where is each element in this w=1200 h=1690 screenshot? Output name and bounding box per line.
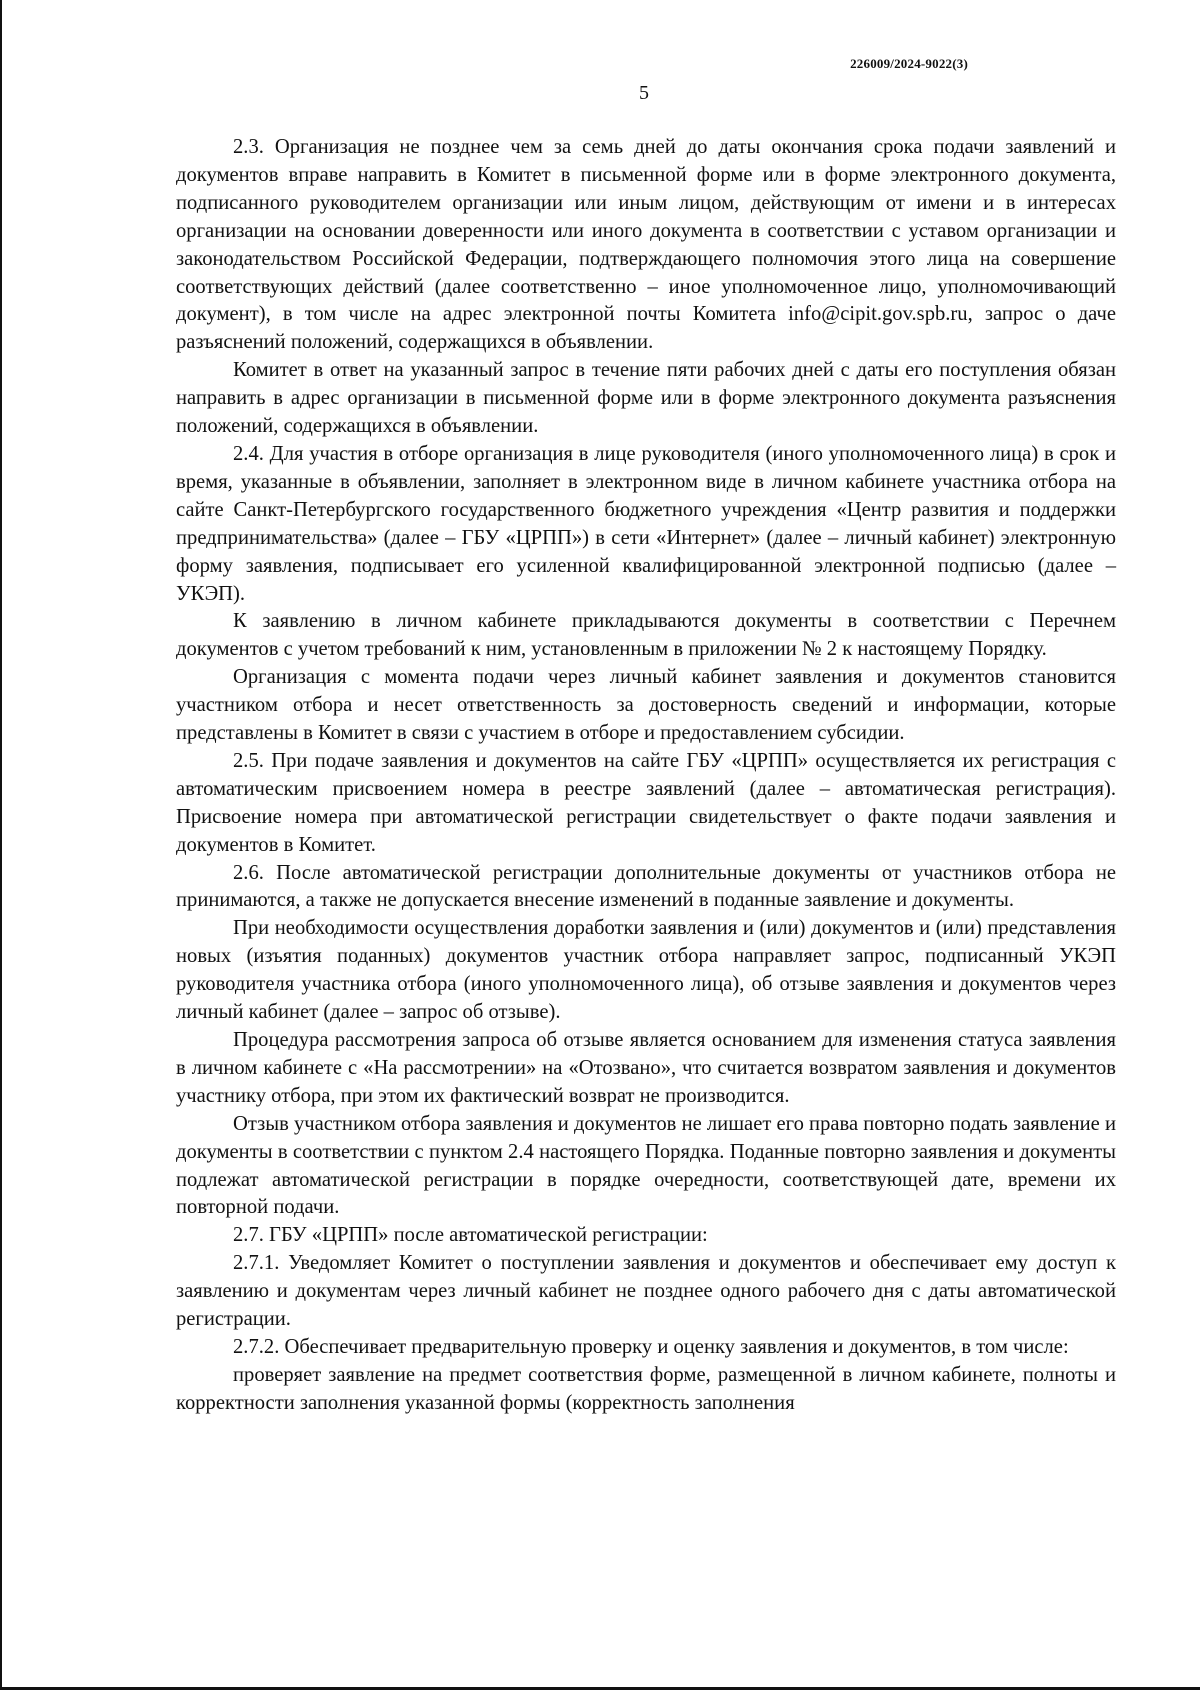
paragraph-form-check: проверяет заявление на предмет соответствия форме, размещенной в личном кабинете, полноты и корректности заполнения указанной формы (корректность заполнения <box>176 1363 1116 1414</box>
paragraph-withdrawal-procedure: Процедура рассмотрения запроса об отзыве является основанием для изменения статуса заявления в личном кабинете с «На рассмотрении» на «Отозвано», что считается возвратом заявления и документов участнику отбора, при этом их фактический возврат не производится. <box>176 1029 1116 1107</box>
paragraph-revision-request: При необходимости осуществления доработки заявления и (или) документов и (или) представления новых (изъятия поданных) документов участник отбора направляет запрос, подписанный УКЭП руководителя участника отбора (иного уполномоченного лица), об отзыве заявления и документов через личный кабинет (далее – запрос об отзыве). <box>176 917 1116 1024</box>
paragraph-2-7: 2.7. ГБУ «ЦРПП» после автоматической регистрации: <box>233 1224 708 1247</box>
paragraph-2-3: 2.3. Организация не позднее чем за семь дней до даты окончания срока подачи заявлений и документов вправе направить в Комитет в письменной форме или в форме электронного документа, подписанного руководителем организации или иным лицом, действующим от имени и в интересах организации на основании доверенности или иного документа в соответствии с уставом организации и законодательством Российской Федерации, подтверждающего полномочия этого лица на совершение соответствующих действий (далее соответственно – иное уполномоченное лицо, уполномочивающий документ), в том числе на адрес электронной почты Комитета info@cipit.gov.spb.ru, запрос о даче разъяснений положений, содержащихся в объявлении. <box>176 136 1116 354</box>
paragraph-2-7-2: 2.7.2. Обеспечивает предварительную проверку и оценку заявления и документов, в том числе: <box>233 1335 1069 1358</box>
document-number: 226009/2024-9022(3) <box>850 56 968 71</box>
paragraph-attachments: К заявлению в личном кабинете прикладываются документы в соответствии с Перечнем документов с учетом требований к ним, установленным в приложении № 2 к настоящему Порядку. <box>176 610 1116 661</box>
paragraph-committee-response: Комитет в ответ на указанный запрос в течение пяти рабочих дней с даты его поступления обязан направить в адрес организации в письменной форме или в форме электронного документа разъяснения положений, содержащихся в объявлении. <box>176 359 1116 438</box>
page-number: 5 <box>639 82 649 104</box>
document-body <box>176 134 1116 1418</box>
paragraph-2-7-1: 2.7.1. Уведомляет Комитет о поступлении заявления и документов и обеспечивает ему доступ к заявлению и документам через личный кабинет не позднее одного рабочего дня с даты автоматической регистрации. <box>176 1252 1116 1331</box>
paragraph-2-6: 2.6. После автоматической регистрации дополнительные документы от участников отбора не принимаются, а также не допускается внесение изменений в поданные заявление и документы. <box>176 861 1116 912</box>
paragraph-2-4: 2.4. Для участия в отборе организация в лице руководителя (иного уполномоченного лица) в срок и время, указанные в объявлении, заполняет в электронном виде в личном кабинете участника отбора на сайте Санкт-Петербургского государственного бюджетного учреждения «Центр развития и поддержки предпринимательства» (далее – ГБУ «ЦРПП») в сети «Интернет» (далее – личный кабинет) электронную форму заявления, подписывает его усиленной квалифицированной электронной подписью (далее – УКЭП). <box>176 442 1116 605</box>
paragraph-resubmission: Отзыв участником отбора заявления и документов не лишает его права повторно подать заявление и документы в соответствии с пунктом 2.4 настоящего Порядка. Поданные повторно заявления и документы подлежат автоматической регистрации в порядке очередности, соответствующей дате, времени их повторной подачи. <box>176 1112 1116 1219</box>
paragraph-2-5: 2.5. При подаче заявления и документов на сайте ГБУ «ЦРПП» осуществляется их регистрация с автоматическим присвоением номера в реестре заявлений (далее – автоматическая регистрация). Присвоение номера при автоматической регистрации свидетельствует о факте подачи заявления и документов в Комитет. <box>176 749 1116 856</box>
scan-edge-left <box>0 0 2 1690</box>
paragraph-participant-status: Организация с момента подачи через личный кабинет заявления и документов становится участником отбора и несет ответственность за достоверность сведений и информации, которые представлены в Комитет в связи с участием в отборе и предоставлением субсидии. <box>176 666 1116 745</box>
